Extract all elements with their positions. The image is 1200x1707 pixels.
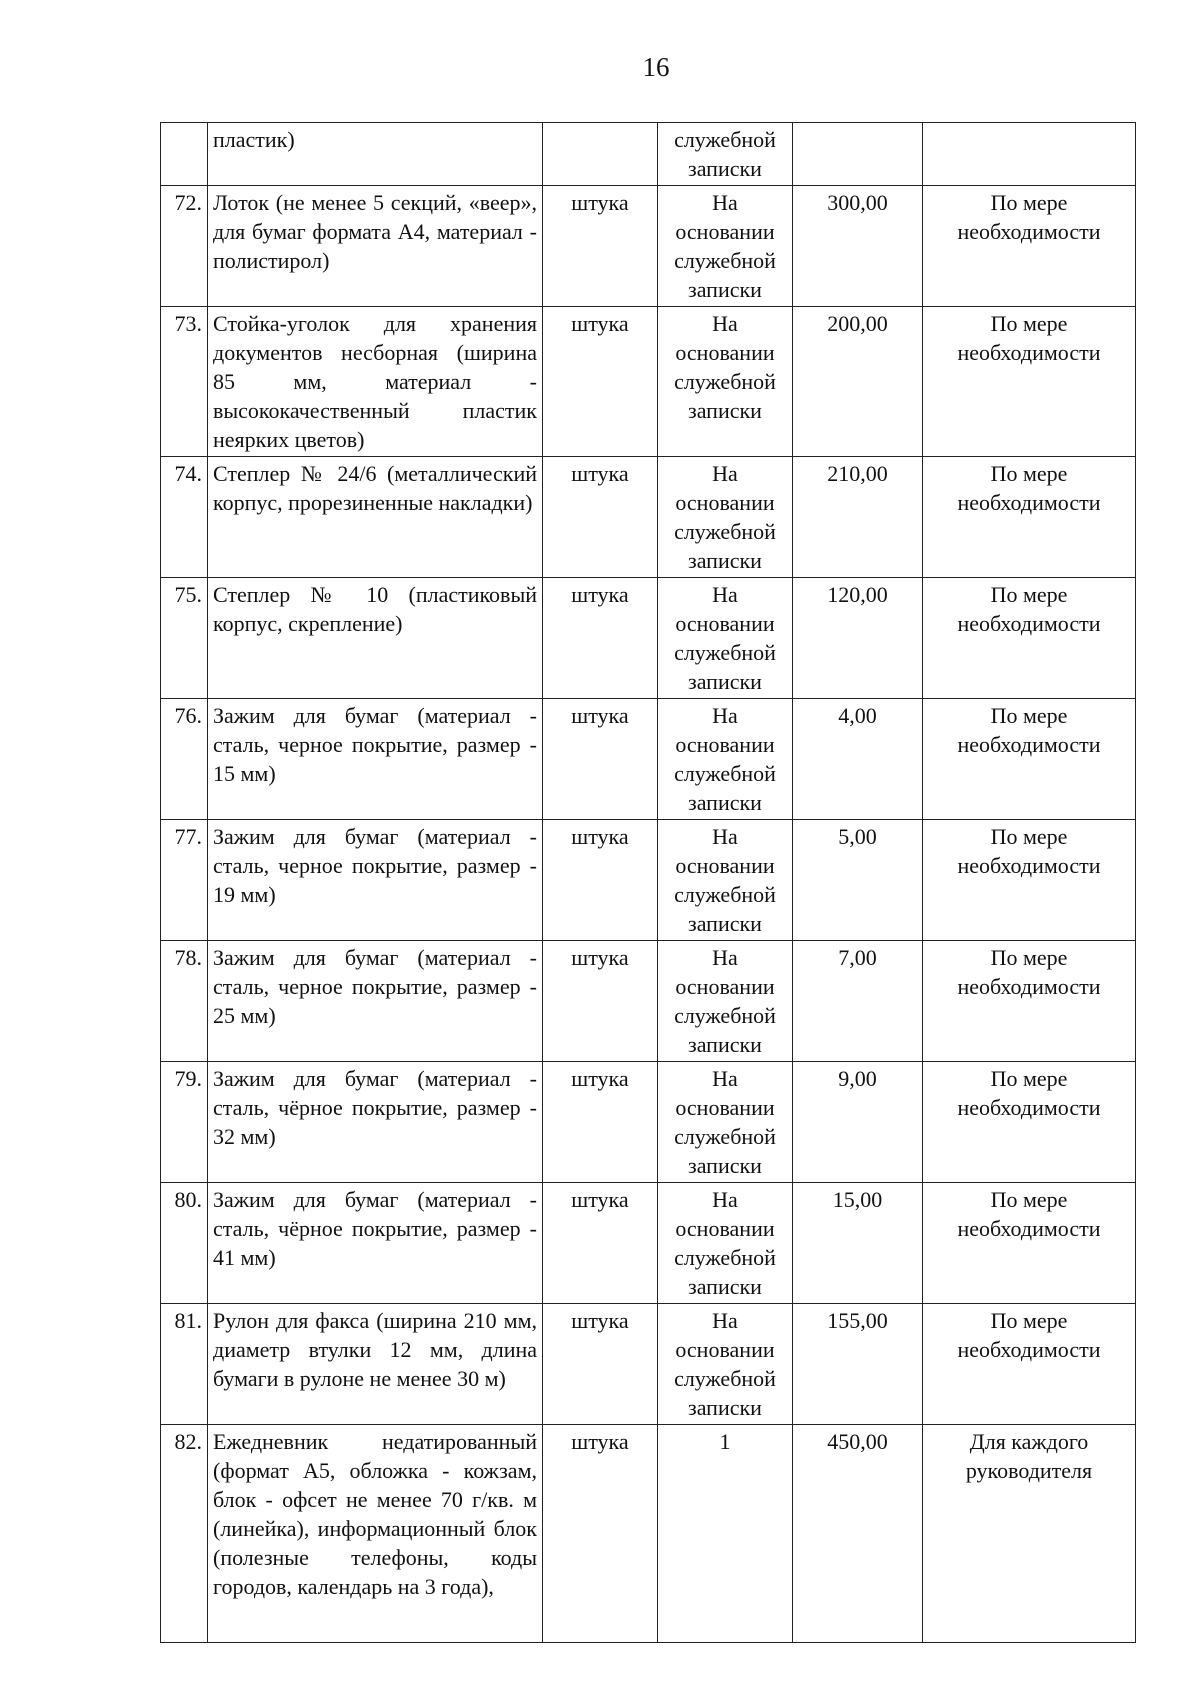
item-period: По мере необходимости bbox=[923, 699, 1136, 820]
item-name: Зажим для бумаг (материал - сталь, чёрное покрытие, размер - 41 мм) bbox=[208, 1183, 543, 1304]
item-unit: штука bbox=[543, 1183, 658, 1304]
item-quantity: На основании служебной записки bbox=[658, 941, 793, 1062]
item-unit: штука bbox=[543, 457, 658, 578]
table-row bbox=[161, 123, 1136, 186]
item-unit: штука bbox=[543, 941, 658, 1062]
table-row bbox=[161, 186, 1136, 307]
item-unit: штука bbox=[543, 307, 658, 457]
item-name: Зажим для бумаг (материал - сталь, черное покрытие, размер - 25 мм) bbox=[208, 941, 543, 1062]
item-name: Степлер № 10 (пластиковый корпус, скрепление) bbox=[208, 578, 543, 699]
row-number: 73. bbox=[161, 307, 208, 457]
item-period: По мере необходимости bbox=[923, 1183, 1136, 1304]
item-price bbox=[793, 123, 923, 186]
item-unit: штука bbox=[543, 186, 658, 307]
item-price: 9,00 bbox=[793, 1062, 923, 1183]
row-number: 77. bbox=[161, 820, 208, 941]
table-row bbox=[161, 820, 1136, 941]
item-name: Зажим для бумаг (материал - сталь, черное покрытие, размер - 19 мм) bbox=[208, 820, 543, 941]
item-price: 7,00 bbox=[793, 941, 923, 1062]
item-period: По мере необходимости bbox=[923, 1062, 1136, 1183]
item-period: По мере необходимости bbox=[923, 578, 1136, 699]
table-row bbox=[161, 457, 1136, 578]
item-quantity: На основании служебной записки bbox=[658, 1062, 793, 1183]
item-period: По мере необходимости bbox=[923, 1304, 1136, 1425]
item-period: По мере необходимости bbox=[923, 307, 1136, 457]
item-period: По мере необходимости bbox=[923, 186, 1136, 307]
item-price: 120,00 bbox=[793, 578, 923, 699]
item-unit: штука bbox=[543, 1062, 658, 1183]
table-row bbox=[161, 307, 1136, 457]
item-name: Рулон для факса (ширина 210 мм, диаметр втулки 12 мм, длина бумаги в рулоне не менее 30 м) bbox=[208, 1304, 543, 1425]
item-quantity: 1 bbox=[658, 1425, 793, 1643]
item-unit: штука bbox=[543, 1425, 658, 1643]
row-number: 72. bbox=[161, 186, 208, 307]
row-number: 78. bbox=[161, 941, 208, 1062]
table-row bbox=[161, 941, 1136, 1062]
item-quantity: служебной записки bbox=[658, 123, 793, 186]
item-name: Стойка-уголок для хранения документов несборная (ширина 85 мм, материал - высококачественный пластик неярких цветов) bbox=[208, 307, 543, 457]
item-quantity: На основании служебной записки bbox=[658, 699, 793, 820]
item-price: 4,00 bbox=[793, 699, 923, 820]
item-unit: штука bbox=[543, 820, 658, 941]
item-unit: штука bbox=[543, 1304, 658, 1425]
row-number bbox=[161, 123, 208, 186]
item-name: Ежедневник недатированный (формат А5, обложка - кожзам, блок - офсет не менее 70 г/кв. м (линейка), информационный блок (полезные телефоны, коды городов, календарь на 3 года), bbox=[208, 1425, 543, 1643]
item-name: Зажим для бумаг (материал - сталь, черное покрытие, размер - 15 мм) bbox=[208, 699, 543, 820]
row-number: 79. bbox=[161, 1062, 208, 1183]
row-number: 74. bbox=[161, 457, 208, 578]
item-price: 200,00 bbox=[793, 307, 923, 457]
item-quantity: На основании служебной записки bbox=[658, 820, 793, 941]
row-number: 76. bbox=[161, 699, 208, 820]
item-price: 450,00 bbox=[793, 1425, 923, 1643]
table-row bbox=[161, 1425, 1136, 1643]
item-quantity: На основании служебной записки bbox=[658, 307, 793, 457]
item-unit: штука bbox=[543, 699, 658, 820]
item-name: Зажим для бумаг (материал - сталь, чёрное покрытие, размер - 32 мм) bbox=[208, 1062, 543, 1183]
table-row bbox=[161, 578, 1136, 699]
item-price: 15,00 bbox=[793, 1183, 923, 1304]
item-name: Лоток (не менее 5 секций, «веер», для бумаг формата А4, материал - полистирол) bbox=[208, 186, 543, 307]
row-number: 80. bbox=[161, 1183, 208, 1304]
item-quantity: На основании служебной записки bbox=[658, 1183, 793, 1304]
item-quantity: На основании служебной записки bbox=[658, 578, 793, 699]
item-period: По мере необходимости bbox=[923, 941, 1136, 1062]
item-unit bbox=[543, 123, 658, 186]
table-row bbox=[161, 1304, 1136, 1425]
row-number: 82. bbox=[161, 1425, 208, 1643]
item-period: Для каждого руководителя bbox=[923, 1425, 1136, 1643]
item-unit: штука bbox=[543, 578, 658, 699]
item-price: 300,00 bbox=[793, 186, 923, 307]
item-price: 155,00 bbox=[793, 1304, 923, 1425]
item-name: Степлер № 24/6 (металлический корпус, прорезиненные накладки) bbox=[208, 457, 543, 578]
row-number: 75. bbox=[161, 578, 208, 699]
page-number: 16 bbox=[642, 52, 670, 82]
row-number: 81. bbox=[161, 1304, 208, 1425]
item-period bbox=[923, 123, 1136, 186]
item-name: пластик) bbox=[208, 123, 543, 186]
table-row bbox=[161, 699, 1136, 820]
item-price: 5,00 bbox=[793, 820, 923, 941]
item-period: По мере необходимости bbox=[923, 457, 1136, 578]
item-quantity: На основании служебной записки bbox=[658, 457, 793, 578]
item-quantity: На основании служебной записки bbox=[658, 1304, 793, 1425]
table-row bbox=[161, 1062, 1136, 1183]
item-price: 210,00 bbox=[793, 457, 923, 578]
table-row bbox=[161, 1183, 1136, 1304]
items-table bbox=[160, 122, 1136, 1643]
item-quantity: На основании служебной записки bbox=[658, 186, 793, 307]
item-period: По мере необходимости bbox=[923, 820, 1136, 941]
